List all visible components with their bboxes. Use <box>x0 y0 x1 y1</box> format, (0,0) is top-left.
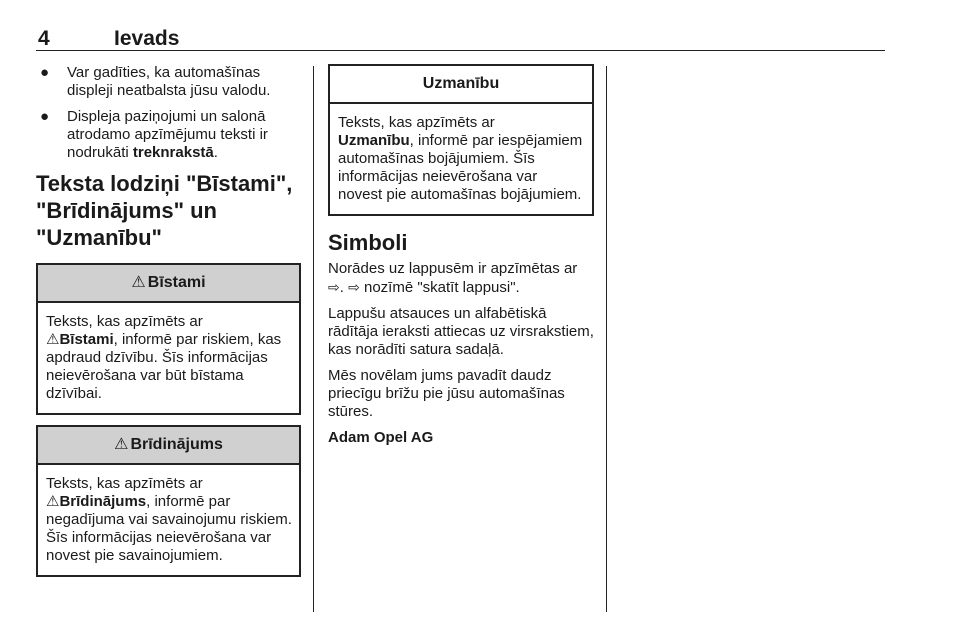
page-reference-arrow-icon: ⇨ <box>348 279 360 295</box>
bullet-item <box>36 64 301 100</box>
symbols-text-end: nozīmē "skatīt lappusi". <box>363 279 520 296</box>
warning-text-end: , informē par negadījuma vai savainojumu riskiem. Šīs informācijas neievērošana var novest pie savainojumiem. <box>46 493 292 564</box>
section-heading-symbols: Simboli <box>328 230 408 255</box>
warning-triangle-icon: ⚠ <box>114 436 129 453</box>
page-number: 4 <box>38 27 50 50</box>
danger-keyword: Bīstami <box>59 331 114 348</box>
column-divider-2 <box>606 66 607 612</box>
caution-box-title: Uzmanību <box>422 75 500 92</box>
bullet-text: Displeja paziņojumi un salonā atrodamo apzīmējumu teksti ir nodrukāti <box>67 108 268 161</box>
signature-text: Adam Opel AG <box>328 429 434 446</box>
warning-keyword: Brīdinājums <box>59 493 147 510</box>
symbols-paragraph-3: Mēs novēlam jums pavadīt daudz priecīgu brīžu pie jūsu automašīnas stūres. <box>328 367 565 420</box>
column-divider-1 <box>313 66 314 612</box>
warning-box-header <box>38 427 299 465</box>
left-column <box>36 64 301 577</box>
danger-box-body <box>38 303 299 413</box>
bullet-dot-icon: ● <box>40 64 50 81</box>
warning-box <box>36 425 301 577</box>
bullet-text: Var gadīties, ka automašīnas displeji neatbalsta jūsu valodu. <box>67 64 271 99</box>
symbols-paragraph-2: Lappušu atsauces un alfabētiskā rādītāja ieraksti attiecas uz virsrakstiem, kas norādīti satura sadaļā. <box>328 305 594 358</box>
warning-triangle-icon: ⚠ <box>46 331 60 348</box>
warning-triangle-icon: ⚠ <box>131 274 146 291</box>
intro-bullets <box>36 64 301 162</box>
caution-keyword: Uzmanību <box>338 132 410 149</box>
danger-box-header <box>38 265 299 303</box>
caution-box-body <box>330 104 592 214</box>
danger-box-title: Bīstami <box>147 274 206 291</box>
bullet-text-end: . <box>213 144 218 161</box>
danger-text-start: Teksts, kas apzīmēts ar <box>46 313 203 330</box>
warning-box-body <box>38 465 299 575</box>
header-rule <box>36 50 885 51</box>
warning-box-title: Brīdinājums <box>130 436 223 453</box>
section-heading-text-boxes: Teksta lodziņi "Bīstami", "Brīdinājums" un "Uzmanību" <box>36 171 293 250</box>
danger-box <box>36 263 301 415</box>
signature <box>328 429 594 447</box>
warning-triangle-icon: ⚠ <box>46 493 60 510</box>
middle-column <box>328 64 594 455</box>
warning-text-start: Teksts, kas apzīmēts ar <box>46 475 203 492</box>
danger-text-end: , informē par riskiem, kas apdraud dzīvību. Šīs informācijas neievērošana var būt bīstama dzīvībai. <box>46 331 282 402</box>
symbols-paragraph-1 <box>328 260 594 297</box>
bullet-bold: treknrakstā <box>132 144 214 161</box>
caution-text-start: Teksts, kas apzīmēts ar <box>338 114 495 131</box>
caution-text-end: , informē par iespējamiem automašīnas bojājumiem. Šīs informācijas neievērošana var novest pie automašīnas bojājumiem. <box>338 132 583 203</box>
page-reference-arrow-icon: ⇨ <box>328 279 340 295</box>
bullet-item <box>36 108 301 162</box>
page-title: Ievads <box>114 27 180 50</box>
bullet-dot-icon: ● <box>40 108 50 125</box>
caution-box <box>328 64 594 216</box>
symbols-period: . <box>339 279 344 296</box>
caution-box-header <box>330 66 592 104</box>
symbols-text: Norādes uz lappusēm ir apzīmētas ar <box>328 260 578 277</box>
